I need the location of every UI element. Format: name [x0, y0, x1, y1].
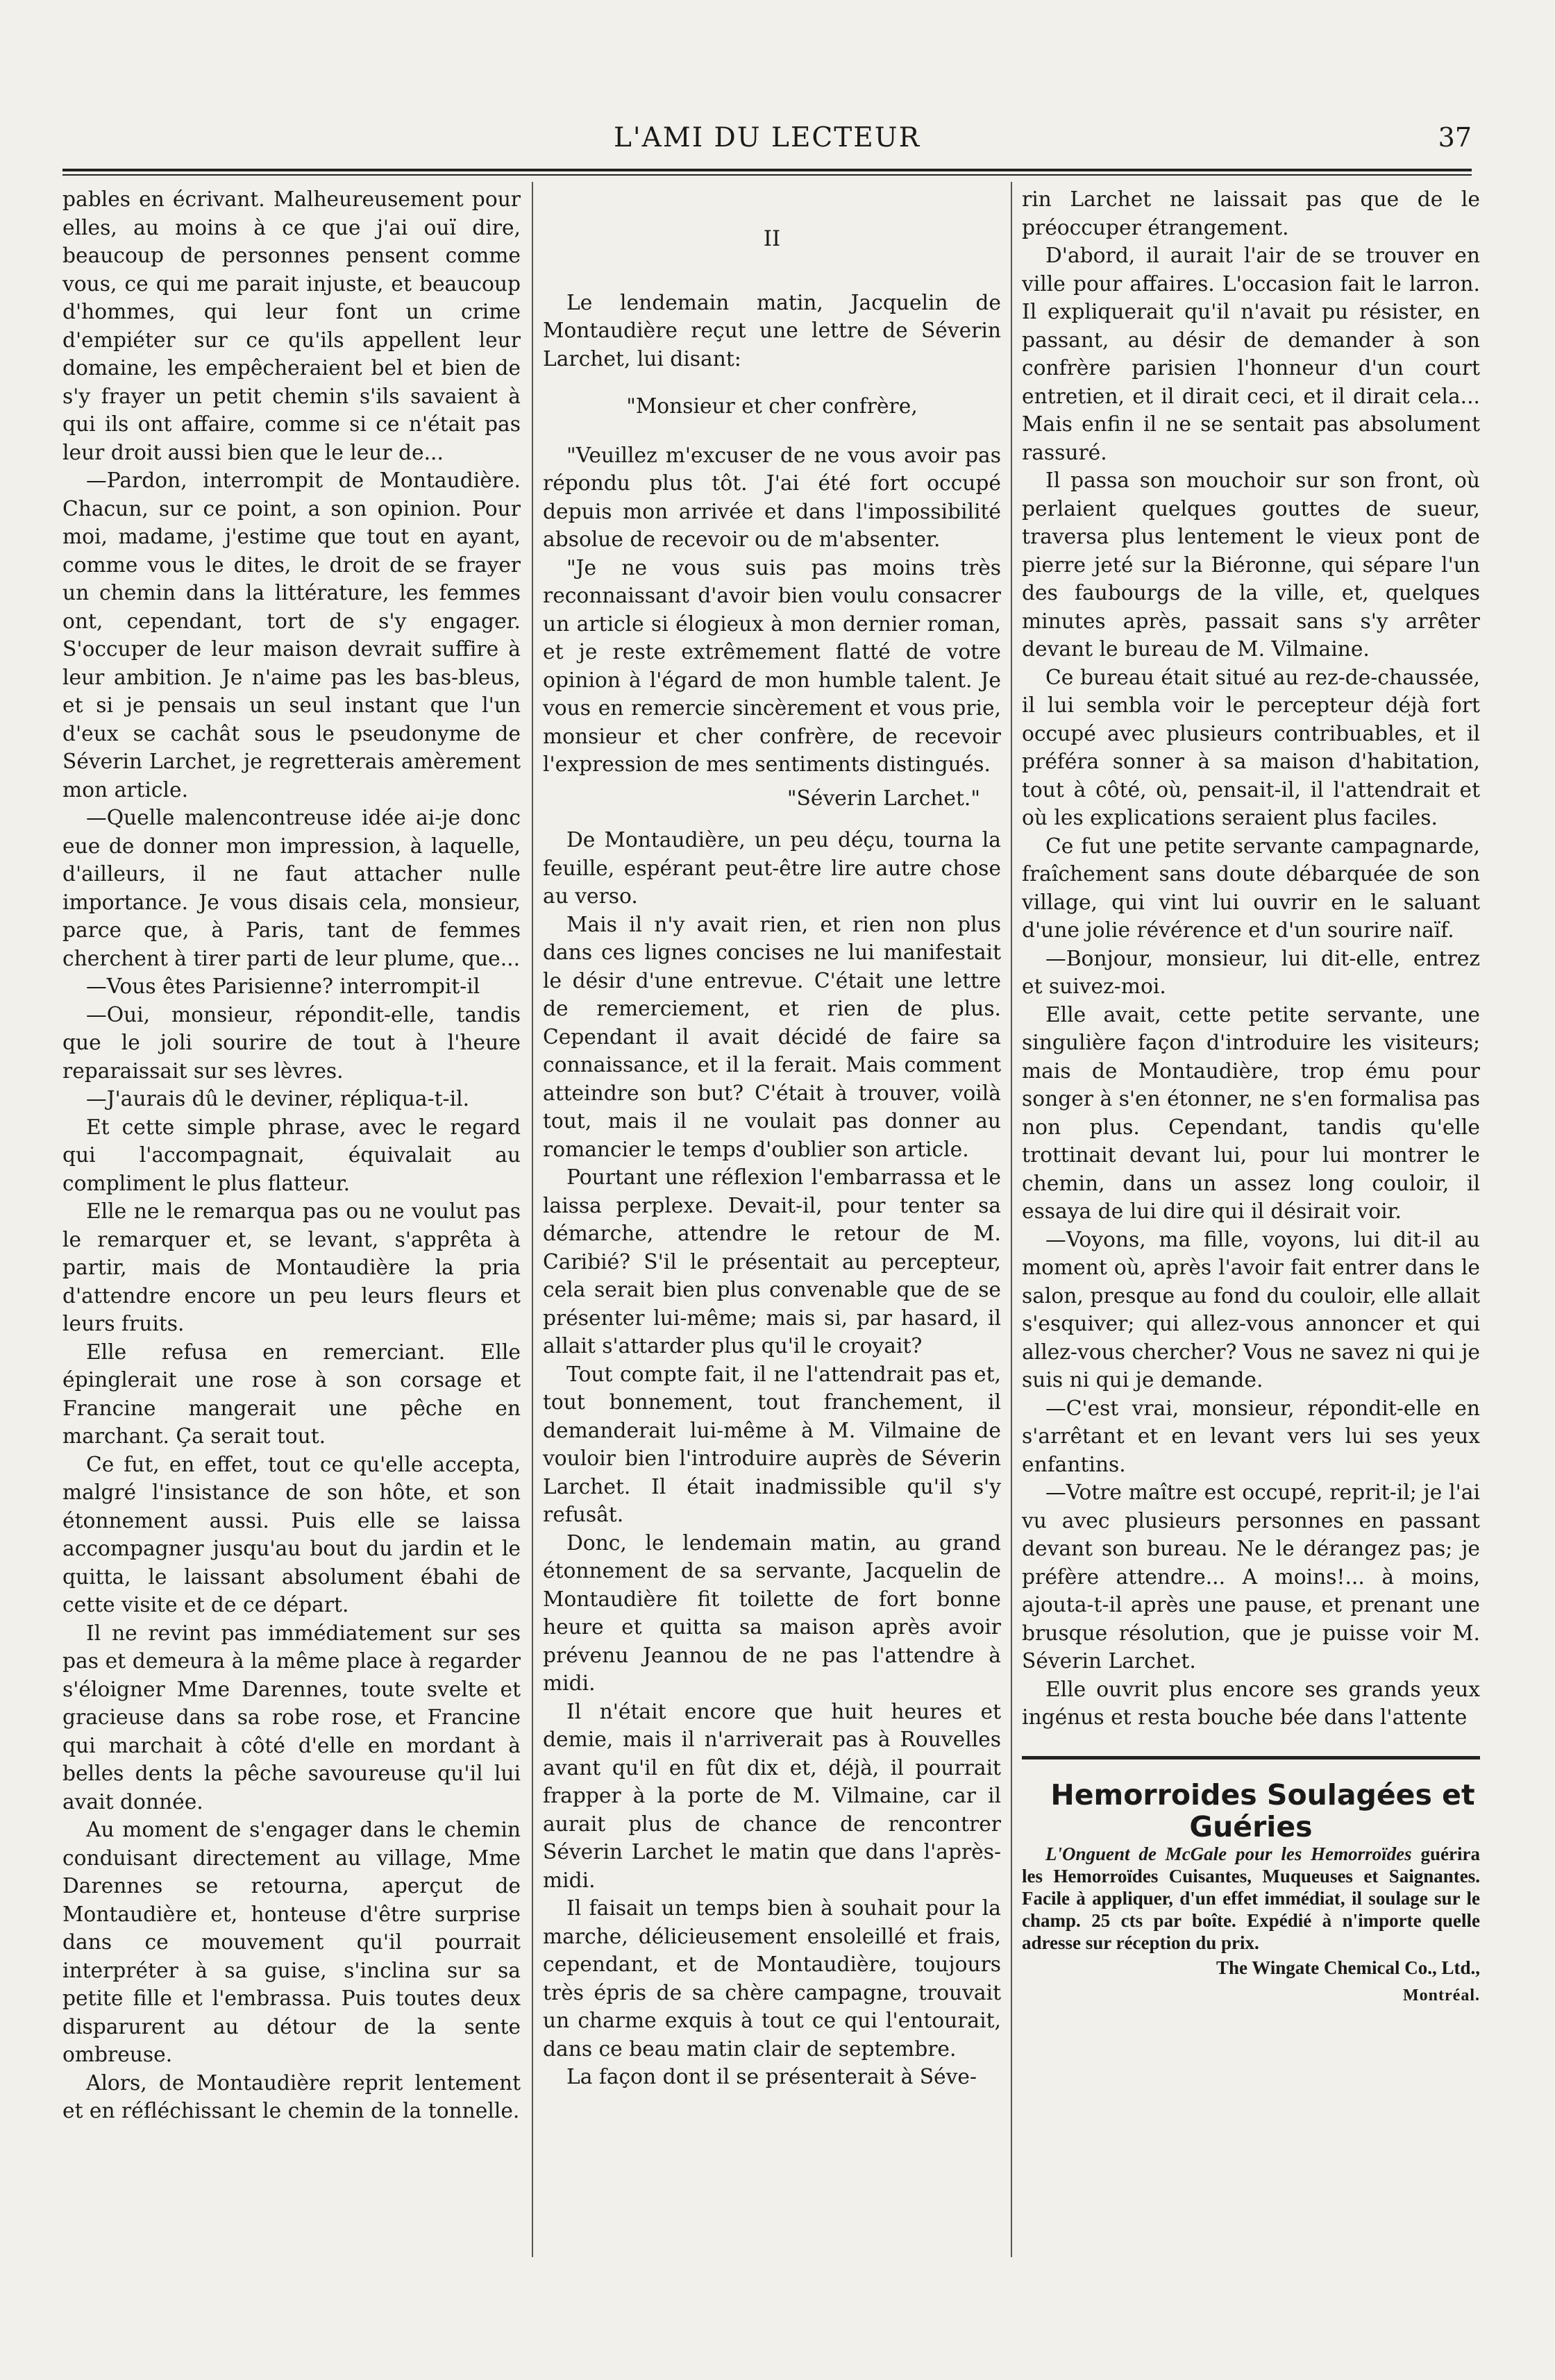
paragraph: Elle ouvrit plus encore ses grands yeux ingénus et resta bouche bée dans l'attente	[1022, 1677, 1480, 1730]
paragraph: Donc, le lendemain matin, au grand étonnement de sa servante, Jacquelin de Montaudière fit toilette de fort bonne heure et quitta sa maison après avoir prévenu Jeannou de ne pas l'attendre à midi.	[543, 1530, 1001, 1696]
advertisement-body	[1022, 1843, 1480, 1954]
paragraph: D'abord, il aurait l'air de se trouver en ville pour affaires. L'occasion fait le larron. Il expliquerait qu'il n'avait pu résister, en passant, au désir de demander à son confrère parisien l'honneur d'un court entretien, et il dirait ceci, et il dirait cela... Mais enfin il ne se sentait pas absolument rassuré.	[1022, 244, 1480, 465]
paragraph: pables en écrivant. Malheureusement pour elles, au moins à ce que j'ai ouï dire, beaucoup de personnes pensent comme vous, ce qui me parait injuste, et beaucoup d'hommes, qui leur font un crime d'empiéter sur ce qu'ils appellent leur domaine, les empêcheraient bel et bien de s'y frayer un petit chemin s'ils savaient à qui ils ont affaire, comme si ce n'était pas leur droit aussi bien que le leur de...	[62, 187, 521, 465]
letter-paragraph: "Je ne vous suis pas moins très reconnaissant d'avoir bien voulu consacrer un article si élogieux à mon dernier roman, et je reste extrêmement flatté de votre opinion à l'égard de mon humble talent. Je vous en remercie sincèrement et vous prie, monsieur et cher confrère, de recevoir l'expression de mes sentiments distingués.	[543, 555, 1001, 777]
advertisement-company: The Wingate Chemical Co., Ltd.,	[1216, 1957, 1480, 1978]
paragraph: Et cette simple phrase, avec le regard qui l'accompagnait, équivalait au compliment le plus flatteur.	[62, 1115, 521, 1196]
column-1	[62, 186, 521, 2126]
column-3-text	[1022, 186, 1480, 1732]
paragraph: De Montaudière, un peu déçu, tourna la feuille, espérant peut-être lire autre chose au verso.	[543, 828, 1001, 909]
paragraph: —Bonjour, monsieur, lui dit-elle, entrez et suivez-moi.	[1022, 946, 1480, 999]
paragraph: Alors, de Montaudière reprit lentement et en réfléchissant le chemin de la tonnelle.	[62, 2070, 521, 2123]
paragraph: Il ne revint pas immédiatement sur ses pas et demeura à la même place à regarder s'éloigner Mme Darennes, toute svelte et gracieuse dans sa robe rose, et Francine qui marchait à côté d'elle en mordant à belles dents la pêche savoureuse qu'il lui avait donnée.	[62, 1621, 521, 1814]
journal-title: L'AMI DU LECTEUR	[614, 122, 921, 153]
paragraph: —C'est vrai, monsieur, répondit-elle en s'arrêtant et en levant vers lui ses yeux enfantins.	[1022, 1396, 1480, 1477]
paragraph: Il n'était encore que huit heures et demie, mais il n'arriverait pas à Rouvelles avant qu'il en fût dix et, déjà, il pourrait frapper à la porte de M. Vilmaine, car il aurait plus de chance de rencontrer Séverin Larchet le matin que dans l'après-midi.	[543, 1699, 1001, 1893]
column-3	[1022, 186, 1480, 2010]
paragraph: —Quelle malencontreuse idée ai-je donc eue de donner mon impression, à laquelle, d'ailleurs, il ne faut attacher nulle importance. Je vous disais cela, monsieur, parce que, à Paris, tant de femmes cherchent à tirer parti de leur plume, que...	[62, 806, 521, 971]
paragraph: La façon dont il se présenterait à Séve-	[566, 2065, 977, 2089]
paragraph: Ce bureau était situé au rez-de-chaussée, il lui sembla voir le percepteur déjà fort occupé avec plusieurs contribuables, et il préféra sonner à sa maison d'habitation, tout à côté, où, pensait-il, il l'attendrait et où les explications seraient plus faciles.	[1022, 665, 1480, 830]
letter-salutation: "Monsieur et cher confrère,	[626, 394, 918, 419]
paragraph: Elle refusa en remerciant. Elle épinglerait une rose à son corsage et Francine mangerait une pêche en marchant. Ça serait tout.	[62, 1340, 521, 1449]
paragraph: Ce fut une petite servante campagnarde, fraîchement sans doute débarquée de son village, qui vint lui ouvrir en le saluant d'une jolie révérence et d'un sourire naïf.	[1022, 834, 1480, 943]
paragraph: Mais il n'y avait rien, et rien non plus dans ces lignes concises ne lui manifestait le désir d'une entrevue. C'était une lettre de remerciement, et rien de plus. Cependant il avait décidé de faire sa connaissance, et il la ferait. Mais comment atteindre son but? C'était à trouver, voilà tout, mais il ne voulait pas donner au romancier le temps d'oublier son article.	[543, 912, 1001, 1162]
paragraph: Ce fut, en effet, tout ce qu'elle accepta, malgré l'insistance de son hôte, et son étonnement aussi. Puis elle se laissa accompagner jusqu'au bout du jardin et le quitta, le laissant absolument ébahi de cette visite et de ce départ.	[62, 1452, 521, 1617]
paragraph: —Pardon, interrompit de Montaudière. Chacun, sur ce point, a son opinion. Pour moi, madame, j'estime que tout en ayant, comme vous le dites, le droit de se frayer un chemin dans la littérature, les femmes ont, cependant, tort de s'y engager. S'occuper de leur maison devrait suffire à leur ambition. Je n'aime pas les bas-bleus, et si je pensais un seul instant que l'un d'eux se cachât sous le pseudonyme de Séverin Larchet, je regretterais amèrement mon article.	[62, 469, 521, 802]
header-rule-thin	[62, 174, 1472, 176]
paragraph: Elle ne le remarqua pas ou ne voulut pas le remarquer et, se levant, s'apprêta à partir, mais de Montaudière la pria d'attendre encore un peu leurs fleurs et leurs fruits.	[62, 1199, 521, 1336]
column-2	[543, 186, 1001, 2092]
advertisement-city: Montréal.	[1403, 1986, 1480, 2005]
advertisement	[1022, 1779, 1480, 2010]
page-number: 37	[1438, 122, 1472, 153]
column-divider-right	[1011, 182, 1012, 2257]
advertisement-text: guérira les Hemorroïdes Cuisantes, Muqueuses et Saignantes. Facile à appliquer, d'un effet immédiat, il soulage sur le champ. 25 cts par boîte. Expédié à n'importe quelle adresse sur réception du prix.	[1022, 1843, 1480, 1953]
advertisement-product: L'Onguent de McGale pour les Hemorroïdes	[1045, 1843, 1412, 1864]
paragraph: —Oui, monsieur, répondit-elle, tandis que le joli sourire de tout à l'heure reparaissait sur ses lèvres.	[62, 1002, 521, 1083]
paragraph: Pourtant une réflexion l'embarrassa et le laissa perplexe. Devait-il, pour tenter sa démarche, attendre le retour de M. Caribié? S'il le présentait au percepteur, cela serait bien plus convenable que de se présenter lui-même; mais si, par hasard, il allait s'attarder plus qu'il le croyait?	[543, 1165, 1001, 1358]
header-rule-thick	[62, 169, 1472, 171]
paragraph: —Vous êtes Parisienne? interrompit-il	[86, 974, 480, 999]
paragraph: —Voyons, ma fille, voyons, lui dit-il au moment où, après l'avoir fait entrer dans le salon, presque au fond du couloir, elle allait s'esquiver; qui allez-vous annoncer et qui allez-vous chercher? Vous ne savez ni qui je suis ni qui je demande.	[1022, 1227, 1480, 1392]
letter-paragraph: "Veuillez m'excuser de ne vous avoir pas répondu plus tôt. J'ai été fort occupé depuis mon arrivée et dans l'impossibilité absolue de recevoir ou de m'absenter.	[543, 443, 1001, 552]
column-divider-left	[532, 182, 533, 2257]
paragraph: Elle avait, cette petite servante, une singulière façon d'introduire les visiteurs; mais de Montaudière, trop ému pour songer à s'en étonner, ne s'en formalisa pas non plus. Cependant, tandis qu'elle trottinait devant lui, pour lui montrer le chemin, dans un assez long couloir, il essaya de lui dire qui il désirait voir.	[1022, 1002, 1480, 1224]
paragraph: Tout compte fait, il ne l'attendrait pas et, tout bonnement, tout franchement, il demanderait lui-même à M. Vilmaine de vouloir bien l'introduire auprès de Séverin Larchet. Il était inadmissible qu'il s'y refusât.	[543, 1362, 1001, 1527]
paragraph: —J'aurais dû le deviner, répliqua-t-il.	[86, 1087, 470, 1111]
paragraph: rin Larchet ne laissait pas que de le préoccuper étrangement.	[1022, 187, 1480, 240]
chapter-heading: II	[763, 226, 781, 251]
paragraph: Il passa son mouchoir sur son front, où perlaient quelques gouttes de sueur, traversa plus lentement le vieux pont de pierre jeté sur la Biéronne, qui sépare l'un des faubourgs de la ville, et, quelques minutes après, passait sans s'y arrêter devant le bureau de M. Vilmaine.	[1022, 469, 1480, 661]
paragraph: Au moment de s'engager dans le chemin conduisant directement au village, Mme Darennes se retourna, aperçut de Montaudière et, honteuse d'être surprise dans ce mouvement qu'il pourrait interpréter à sa guise, s'inclina sur sa petite fille et l'embrassa. Puis toutes deux disparurent au détour de la sente ombreuse.	[62, 1818, 521, 2067]
paragraph: Il faisait un temps bien à souhait pour la marche, délicieusement ensoleillé et frais, cependant, et de Montaudière, toujours très épris de sa chère campagne, trouvait un charme exquis à tout ce qui l'entourait, dans ce beau matin clair de septembre.	[543, 1896, 1001, 2061]
advertisement-rule	[1022, 1756, 1480, 1759]
advertisement-title: Hemorroides Soulagées et Guéries	[1050, 1778, 1475, 1843]
page-header	[62, 117, 1472, 158]
paragraph: —Votre maître est occupé, reprit-il; je l'ai vu avec plusieurs personnes en passant devant son bureau. Ne le dérangez pas; je préfère attendre... A moins!... à moins, ajouta-t-il après une pause, et prenant une brusque résolution, que je puisse voir M. Séverin Larchet.	[1022, 1480, 1480, 1673]
paragraph: Le lendemain matin, Jacquelin de Montaudière reçut une lettre de Séverin Larchet, lui disant:	[543, 290, 1001, 371]
letter-signature: "Séverin Larchet."	[787, 786, 980, 811]
